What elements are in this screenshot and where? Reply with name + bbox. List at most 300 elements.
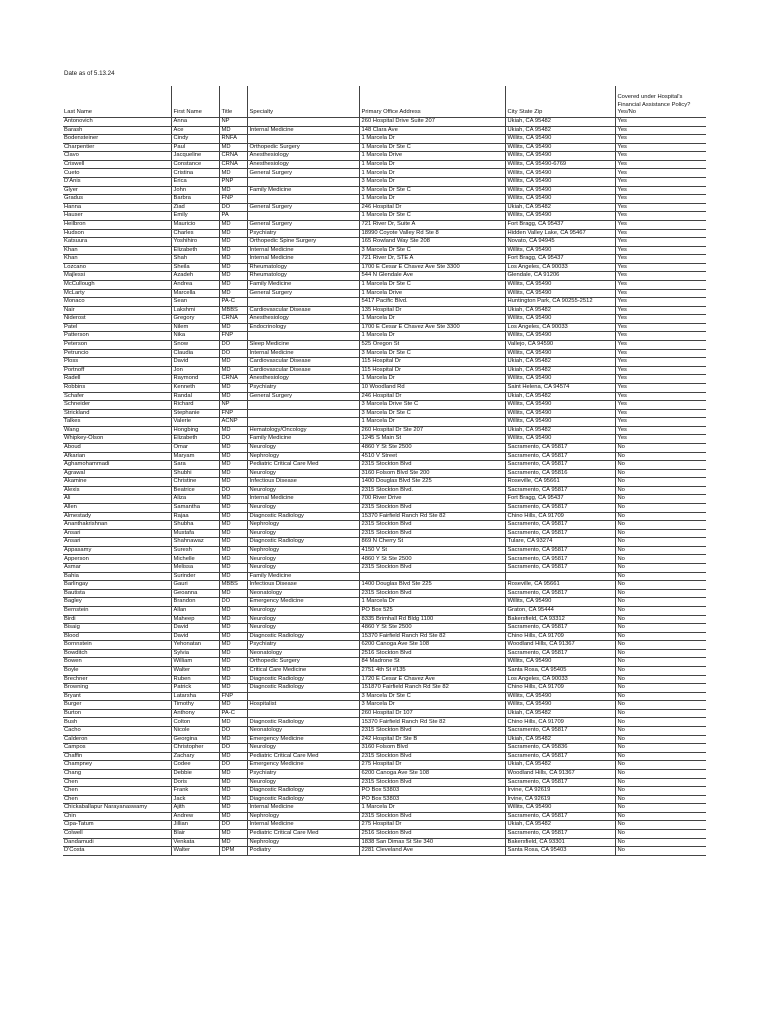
- header-specialty: Specialty: [247, 86, 359, 118]
- cell-city-state-zip: Willits, CA 95490: [505, 375, 615, 384]
- cell-title: MD: [219, 589, 247, 598]
- cell-coverage: No: [615, 684, 706, 693]
- table-row: [63, 383, 706, 392]
- cell-first-name: Rajaa: [171, 512, 219, 521]
- cell-address: 3160 Folsom Blvd Ste 200: [359, 469, 505, 478]
- cell-first-name: Surinder: [171, 572, 219, 581]
- cell-specialty: [247, 418, 359, 427]
- table-row: [63, 152, 706, 161]
- cell-coverage: No: [615, 829, 706, 838]
- header-coverage: Covered under Hospital's Financial Assistance Policy? Yes/No: [615, 86, 706, 118]
- cell-coverage: Yes: [615, 178, 706, 187]
- cell-title: PA-C: [219, 298, 247, 307]
- cell-title: MD: [219, 615, 247, 624]
- table-row: [63, 263, 706, 272]
- table-row: [63, 684, 706, 693]
- table-row: [63, 289, 706, 298]
- cell-first-name: Ace: [171, 126, 219, 135]
- cell-city-state-zip: Willits, CA 95490: [505, 152, 615, 161]
- cell-last-name: Barlingay: [63, 581, 171, 590]
- cell-title: PA: [219, 212, 247, 221]
- cell-first-name: Azadeh: [171, 272, 219, 281]
- cell-address: 2315 Stockton Blvd: [359, 778, 505, 787]
- cell-title: PNP: [219, 178, 247, 187]
- cell-address: 260 Hospital Dr Ste 207: [359, 426, 505, 435]
- table-row: [63, 829, 706, 838]
- cell-city-state-zip: Roseville, CA 95661: [505, 478, 615, 487]
- cell-coverage: Yes: [615, 358, 706, 367]
- cell-last-name: Lozcano: [63, 263, 171, 272]
- cell-title: MD: [219, 632, 247, 641]
- cell-city-state-zip: Chino Hills, CA 91709: [505, 632, 615, 641]
- cell-last-name: Birdi: [63, 615, 171, 624]
- cell-address: 135 Hospital Dr: [359, 306, 505, 315]
- cell-coverage: No: [615, 667, 706, 676]
- cell-first-name: Omar: [171, 443, 219, 452]
- cell-city-state-zip: Sacramento, CA 95817: [505, 452, 615, 461]
- table-row: [63, 538, 706, 547]
- cell-first-name: Sean: [171, 298, 219, 307]
- cell-first-name: Marcella: [171, 289, 219, 298]
- cell-first-name: Walter: [171, 847, 219, 856]
- cell-coverage: Yes: [615, 169, 706, 178]
- cell-last-name: Peterson: [63, 341, 171, 350]
- cell-coverage: No: [615, 486, 706, 495]
- cell-coverage: Yes: [615, 426, 706, 435]
- table-row: [63, 606, 706, 615]
- cell-title: MD: [219, 735, 247, 744]
- cell-address: 84 Madrone St: [359, 658, 505, 667]
- cell-first-name: Beatrice: [171, 486, 219, 495]
- cell-first-name: Nika: [171, 332, 219, 341]
- cell-title: MD: [219, 804, 247, 813]
- cell-address: 2315 Stockton Blvd: [359, 564, 505, 573]
- table-body: [63, 118, 706, 856]
- cell-first-name: Emily: [171, 212, 219, 221]
- cell-last-name: Charpentier: [63, 143, 171, 152]
- cell-specialty: Pediatric Critical Care Med: [247, 829, 359, 838]
- cell-coverage: Yes: [615, 392, 706, 401]
- cell-title: MD: [219, 538, 247, 547]
- cell-city-state-zip: Willits, CA 95490: [505, 701, 615, 710]
- cell-title: MD: [219, 229, 247, 238]
- cell-coverage: No: [615, 752, 706, 761]
- cell-title: MD: [219, 263, 247, 272]
- cell-title: MD: [219, 812, 247, 821]
- cell-first-name: Sylvia: [171, 649, 219, 658]
- cell-title: DO: [219, 203, 247, 212]
- cell-city-state-zip: Fort Bragg, CA 95437: [505, 495, 615, 504]
- cell-first-name: Hongbing: [171, 426, 219, 435]
- cell-last-name: Afkarian: [63, 452, 171, 461]
- cell-title: MD: [219, 504, 247, 513]
- cell-last-name: Calderon: [63, 735, 171, 744]
- cell-first-name: Zachary: [171, 752, 219, 761]
- cell-last-name: Bagley: [63, 598, 171, 607]
- cell-title: MD: [219, 718, 247, 727]
- cell-city-state-zip: Chino Hills, CA 91709: [505, 718, 615, 727]
- table-row: [63, 160, 706, 169]
- cell-city-state-zip: Chino Hills, CA 91709: [505, 512, 615, 521]
- cell-last-name: Patel: [63, 323, 171, 332]
- cell-title: MD: [219, 272, 247, 281]
- cell-last-name: Bahia: [63, 572, 171, 581]
- cell-specialty: Neonatology: [247, 589, 359, 598]
- table-row: [63, 186, 706, 195]
- cell-last-name: Clavo: [63, 152, 171, 161]
- cell-last-name: Ananthakrishnan: [63, 521, 171, 530]
- cell-last-name: Niderost: [63, 315, 171, 324]
- cell-specialty: Anesthesiology: [247, 375, 359, 384]
- cell-address: 1400 Douglas Blvd Ste 225: [359, 478, 505, 487]
- cell-coverage: No: [615, 555, 706, 564]
- cell-city-state-zip: Vallejo, CA 94590: [505, 341, 615, 350]
- cell-city-state-zip: Willits, CA 95490: [505, 143, 615, 152]
- cell-coverage: Yes: [615, 323, 706, 332]
- cell-specialty: Neurology: [247, 624, 359, 633]
- cell-first-name: Yehonatan: [171, 641, 219, 650]
- cell-last-name: Aghamohammadi: [63, 461, 171, 470]
- cell-specialty: Nephrology: [247, 521, 359, 530]
- cell-title: MD: [219, 701, 247, 710]
- cell-specialty: Nephrology: [247, 452, 359, 461]
- table-row: [63, 135, 706, 144]
- cell-specialty: Neurology: [247, 443, 359, 452]
- table-row: [63, 667, 706, 676]
- cell-specialty: Emergency Medicine: [247, 598, 359, 607]
- cell-first-name: Yoshihiro: [171, 238, 219, 247]
- cell-address: 4860 Y St Ste 2500: [359, 624, 505, 633]
- cell-last-name: D'Costa: [63, 847, 171, 856]
- cell-last-name: Bernstein: [63, 606, 171, 615]
- cell-coverage: Yes: [615, 401, 706, 410]
- cell-city-state-zip: Willits, CA 95490: [505, 658, 615, 667]
- cell-coverage: No: [615, 504, 706, 513]
- cell-city-state-zip: Irvine, CA 92619: [505, 795, 615, 804]
- cell-address: 525 Oregon St: [359, 341, 505, 350]
- cell-first-name: Nicole: [171, 727, 219, 736]
- cell-coverage: No: [615, 761, 706, 770]
- cell-specialty: Psychiatry: [247, 229, 359, 238]
- cell-first-name: Christine: [171, 478, 219, 487]
- cell-coverage: No: [615, 847, 706, 856]
- cell-first-name: Constance: [171, 160, 219, 169]
- cell-last-name: D'Anis: [63, 178, 171, 187]
- cell-address: 1 Marcela Dr Ste C: [359, 143, 505, 152]
- cell-last-name: Asmar: [63, 564, 171, 573]
- cell-address: 151870 Fairfield Ranch Rd Ste 82: [359, 684, 505, 693]
- table-row: [63, 581, 706, 590]
- cell-address: 2516 Stockton Blvd: [359, 829, 505, 838]
- cell-coverage: No: [615, 546, 706, 555]
- cell-address: 275 Hospital Dr: [359, 821, 505, 830]
- cell-city-state-zip: Woodland Hills, CA 91367: [505, 641, 615, 650]
- cell-city-state-zip: Ukiah, CA 95482: [505, 358, 615, 367]
- cell-title: MD: [219, 186, 247, 195]
- cell-specialty: Hematology/Oncology: [247, 426, 359, 435]
- cell-city-state-zip: Willits, CA 95490: [505, 409, 615, 418]
- cell-last-name: Wang: [63, 426, 171, 435]
- table-row: [63, 546, 706, 555]
- cell-title: MD: [219, 280, 247, 289]
- cell-address: 2315 Stockton Blvd: [359, 461, 505, 470]
- cell-first-name: Erica: [171, 178, 219, 187]
- cell-title: MD: [219, 452, 247, 461]
- cell-coverage: No: [615, 658, 706, 667]
- cell-first-name: Latarsha: [171, 692, 219, 701]
- cell-last-name: Colwell: [63, 829, 171, 838]
- cell-last-name: Bush: [63, 718, 171, 727]
- cell-coverage: No: [615, 564, 706, 573]
- cell-title: MD: [219, 143, 247, 152]
- cell-specialty: General Surgery: [247, 220, 359, 229]
- cell-last-name: Brechner: [63, 675, 171, 684]
- cell-last-name: Boyle: [63, 667, 171, 676]
- cell-specialty: Anesthesiology: [247, 152, 359, 161]
- table-row: [63, 358, 706, 367]
- cell-address: 3160 Folsom Blvd: [359, 744, 505, 753]
- cell-specialty: [247, 178, 359, 187]
- cell-coverage: Yes: [615, 238, 706, 247]
- cell-specialty: General Surgery: [247, 392, 359, 401]
- cell-specialty: Neurology: [247, 606, 359, 615]
- cell-specialty: Cardiovascular Disease: [247, 366, 359, 375]
- table-row: [63, 632, 706, 641]
- table-row: [63, 323, 706, 332]
- table-row: [63, 847, 706, 856]
- cell-coverage: Yes: [615, 272, 706, 281]
- cell-address: 1245 S Main St: [359, 435, 505, 444]
- cell-title: MD: [219, 366, 247, 375]
- cell-city-state-zip: Sacramento, CA 95817: [505, 529, 615, 538]
- cell-city-state-zip: Woodland Hills, CA 91367: [505, 769, 615, 778]
- cell-city-state-zip: Fort Bragg, CA 95437: [505, 220, 615, 229]
- cell-city-state-zip: Sacramento, CA 95817: [505, 752, 615, 761]
- cell-specialty: Hospitalist: [247, 701, 359, 710]
- cell-address: 2315 Stockton Blvd: [359, 529, 505, 538]
- cell-last-name: Agrawal: [63, 469, 171, 478]
- cell-coverage: No: [615, 495, 706, 504]
- cell-city-state-zip: Bakersfield, CA 93312: [505, 615, 615, 624]
- cell-coverage: Yes: [615, 220, 706, 229]
- cell-last-name: Hanna: [63, 203, 171, 212]
- cell-last-name: Hauser: [63, 212, 171, 221]
- cell-city-state-zip: Willits, CA 95490: [505, 186, 615, 195]
- cell-city-state-zip: Sacramento, CA 95817: [505, 812, 615, 821]
- cell-title: ACNP: [219, 418, 247, 427]
- cell-last-name: Burton: [63, 709, 171, 718]
- cell-title: DO: [219, 727, 247, 736]
- cell-title: FNP: [219, 195, 247, 204]
- cell-coverage: No: [615, 821, 706, 830]
- table-row: [63, 727, 706, 736]
- cell-specialty: Internal Medicine: [247, 255, 359, 264]
- cell-specialty: Infectious Disease: [247, 581, 359, 590]
- cell-city-state-zip: Ukiah, CA 95482: [505, 118, 615, 127]
- cell-title: MD: [219, 667, 247, 676]
- cell-title: DO: [219, 821, 247, 830]
- cell-city-state-zip: Ukiah, CA 95482: [505, 203, 615, 212]
- cell-address: 1838 San Dimas St Ste 340: [359, 838, 505, 847]
- cell-last-name: Ali: [63, 495, 171, 504]
- cell-address: PO Box 53803: [359, 787, 505, 796]
- cell-title: MD: [219, 838, 247, 847]
- table-row: [63, 564, 706, 573]
- cell-specialty: Pediatric Critical Care Med: [247, 752, 359, 761]
- cell-first-name: Debbie: [171, 769, 219, 778]
- cell-last-name: Cacho: [63, 727, 171, 736]
- cell-title: MD: [219, 478, 247, 487]
- cell-title: MD: [219, 684, 247, 693]
- cell-first-name: Mauricio: [171, 220, 219, 229]
- cell-specialty: Diagnostic Radiology: [247, 632, 359, 641]
- cell-first-name: Ruben: [171, 675, 219, 684]
- table-row: [63, 349, 706, 358]
- cell-city-state-zip: Sacramento, CA 95817: [505, 504, 615, 513]
- table-row: [63, 495, 706, 504]
- cell-first-name: Maheep: [171, 615, 219, 624]
- cell-address: 260 Hospital Drive Suite 207: [359, 118, 505, 127]
- cell-first-name: Cindy: [171, 135, 219, 144]
- cell-first-name: Kenneth: [171, 383, 219, 392]
- table-row: [63, 238, 706, 247]
- cell-city-state-zip: Sacramento, CA 95817: [505, 555, 615, 564]
- table-row: [63, 298, 706, 307]
- table-row: [63, 555, 706, 564]
- table-row: [63, 195, 706, 204]
- cell-coverage: No: [615, 529, 706, 538]
- cell-coverage: No: [615, 735, 706, 744]
- cell-city-state-zip: Los Angeles, CA 90033: [505, 263, 615, 272]
- cell-specialty: General Surgery: [247, 203, 359, 212]
- table-row: [63, 795, 706, 804]
- cell-first-name: Shubhi: [171, 469, 219, 478]
- cell-specialty: Anesthesiology: [247, 315, 359, 324]
- table-row: [63, 752, 706, 761]
- cell-last-name: McCullough: [63, 280, 171, 289]
- table-row: [63, 572, 706, 581]
- cell-specialty: [247, 118, 359, 127]
- cell-coverage: No: [615, 641, 706, 650]
- cell-title: PA-C: [219, 709, 247, 718]
- table-row: [63, 203, 706, 212]
- cell-coverage: Yes: [615, 418, 706, 427]
- cell-address: 148 Clara Ave: [359, 126, 505, 135]
- cell-last-name: Hudson: [63, 229, 171, 238]
- cell-first-name: Valerie: [171, 418, 219, 427]
- cell-coverage: Yes: [615, 186, 706, 195]
- cell-last-name: Whipkey-Olson: [63, 435, 171, 444]
- cell-title: CRNA: [219, 375, 247, 384]
- table-row: [63, 392, 706, 401]
- table-row: [63, 452, 706, 461]
- cell-address: 4150 V St: [359, 546, 505, 555]
- table-row: [63, 118, 706, 127]
- table-row: [63, 418, 706, 427]
- cell-city-state-zip: Ukiah, CA 95482: [505, 709, 615, 718]
- cell-city-state-zip: Willits, CA 95490: [505, 435, 615, 444]
- cell-first-name: Colton: [171, 718, 219, 727]
- cell-specialty: Psychiatry: [247, 641, 359, 650]
- cell-city-state-zip: Willits, CA 95490: [505, 332, 615, 341]
- cell-specialty: Orthopedic Spine Surgery: [247, 238, 359, 247]
- cell-specialty: Nephrology: [247, 546, 359, 555]
- cell-title: DO: [219, 349, 247, 358]
- cell-coverage: No: [615, 538, 706, 547]
- cell-title: MD: [219, 220, 247, 229]
- cell-coverage: No: [615, 727, 706, 736]
- cell-title: NP: [219, 401, 247, 410]
- cell-specialty: Psychiatry: [247, 769, 359, 778]
- cell-coverage: No: [615, 443, 706, 452]
- cell-address: 3 Marcela Dr: [359, 178, 505, 187]
- cell-coverage: No: [615, 581, 706, 590]
- table-row: [63, 178, 706, 187]
- cell-coverage: Yes: [615, 280, 706, 289]
- cell-coverage: Yes: [615, 126, 706, 135]
- table-row: [63, 126, 706, 135]
- table-row: [63, 718, 706, 727]
- cell-coverage: No: [615, 744, 706, 753]
- cell-last-name: Majlessi: [63, 272, 171, 281]
- cell-last-name: Aboud: [63, 443, 171, 452]
- cell-city-state-zip: Glendale, CA 91206: [505, 272, 615, 281]
- cell-title: MD: [219, 426, 247, 435]
- table-row: [63, 306, 706, 315]
- cell-address: 6200 Canoga Ave Ste 108: [359, 769, 505, 778]
- cell-first-name: Patrick: [171, 684, 219, 693]
- cell-coverage: Yes: [615, 246, 706, 255]
- table-row: [63, 649, 706, 658]
- cell-city-state-zip: Sacramento, CA 95817: [505, 624, 615, 633]
- cell-specialty: [247, 195, 359, 204]
- cell-specialty: Infectious Disease: [247, 478, 359, 487]
- cell-city-state-zip: Willits, CA 95490: [505, 289, 615, 298]
- cell-last-name: Chang: [63, 769, 171, 778]
- cell-title: DPM: [219, 847, 247, 856]
- cell-last-name: Criswell: [63, 160, 171, 169]
- cell-last-name: Gradus: [63, 195, 171, 204]
- cell-address: 115 Hospital Dr: [359, 358, 505, 367]
- cell-first-name: Anthony: [171, 709, 219, 718]
- cell-first-name: Christopher: [171, 744, 219, 753]
- header-last-name: Last Name: [63, 86, 171, 118]
- cell-last-name: Monaco: [63, 298, 171, 307]
- cell-first-name: Blair: [171, 829, 219, 838]
- cell-specialty: Family Medicine: [247, 572, 359, 581]
- cell-address: 4860 Y St Ste 2500: [359, 443, 505, 452]
- cell-address: PO Box 53803: [359, 795, 505, 804]
- cell-city-state-zip: Tulare, CA 93274: [505, 538, 615, 547]
- cell-coverage: Yes: [615, 315, 706, 324]
- cell-address: 2281 Cleveland Ave: [359, 847, 505, 856]
- cell-specialty: Neurology: [247, 615, 359, 624]
- cell-first-name: Michelle: [171, 555, 219, 564]
- cell-coverage: Yes: [615, 306, 706, 315]
- cell-last-name: Bodensteiner: [63, 135, 171, 144]
- cell-first-name: Claudia: [171, 349, 219, 358]
- cell-address: 869 N Cherry St: [359, 538, 505, 547]
- cell-coverage: Yes: [615, 375, 706, 384]
- cell-specialty: Family Medicine: [247, 280, 359, 289]
- cell-title: MD: [219, 392, 247, 401]
- cell-first-name: Walter: [171, 667, 219, 676]
- cell-last-name: Browning: [63, 684, 171, 693]
- cell-coverage: No: [615, 709, 706, 718]
- cell-specialty: Orthopedic Surgery: [247, 658, 359, 667]
- cell-specialty: General Surgery: [247, 289, 359, 298]
- cell-address: 1 Marcela Dr: [359, 804, 505, 813]
